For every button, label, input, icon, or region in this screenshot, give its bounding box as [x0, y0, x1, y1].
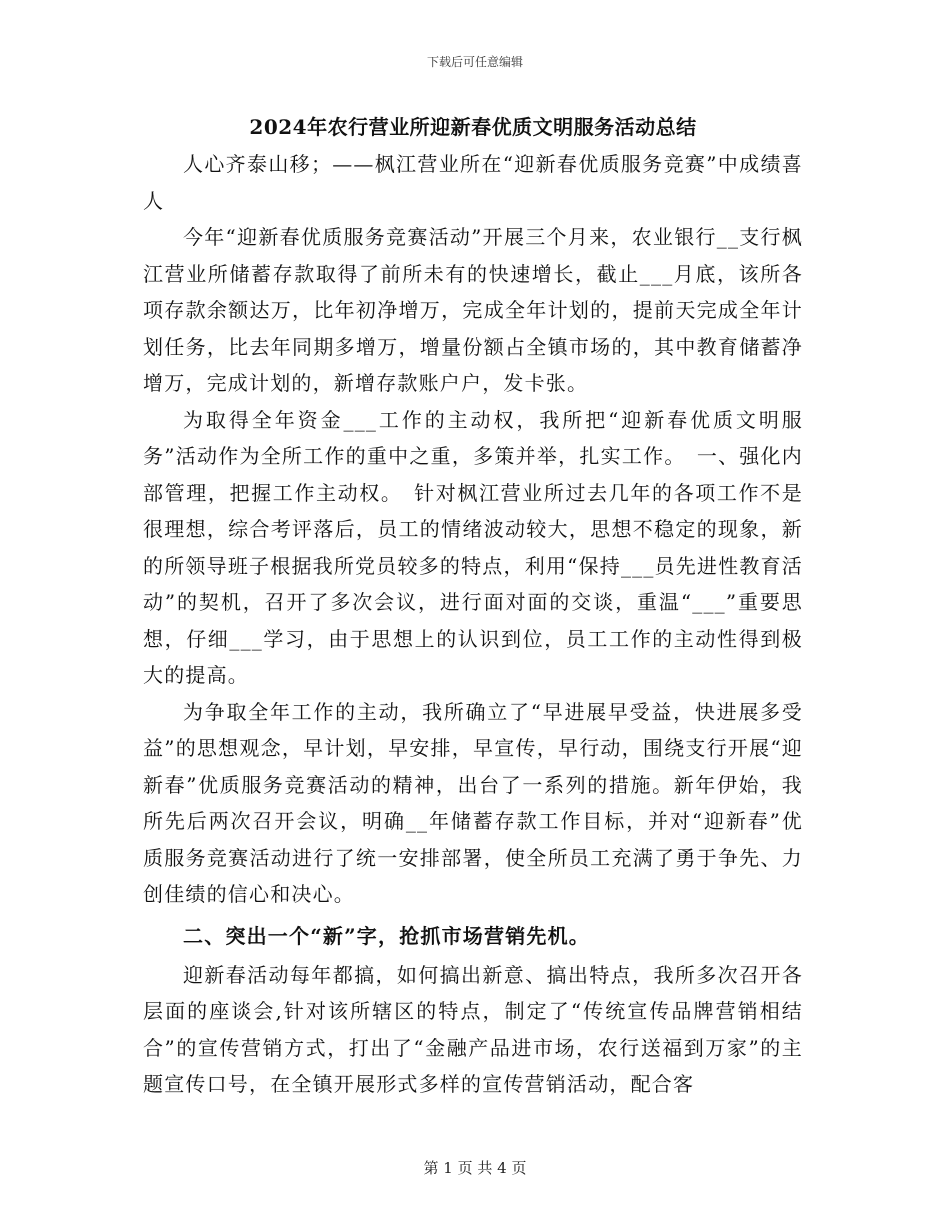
body-paragraph: 今年“迎新春优质服务竞赛活动”开展三个月来，农业银行__支行枫江营业所储蓄存款取得了前所未有的快速增长，截止___月底，该所各项存款余额达万，比年初净增万，完成全年计划的，提前天完成全年计划任务，比去年同期多增万，增量份额占全镇市场的，其中教育储蓄净增万，完成计划的，新增存款账户户，发卡张。 [143, 225, 803, 395]
section-heading: 二、突出一个“新”字，抢抓市场营销先机。 [183, 923, 591, 948]
document-title: 2024年农行营业所迎新春优质文明服务活动总结 [249, 115, 697, 139]
subtitle-paragraph: 人心齐泰山移；——枫江营业所在“迎新春优质服务竞赛”中成绩喜人 [143, 152, 803, 213]
header-note: 下载后可任意编辑 [426, 55, 523, 69]
page-number-footer: 第 1 页 共 4 页 [423, 1159, 527, 1177]
document-body [143, 110, 803, 1103]
body-paragraph: 为争取全年工作的主动，我所确立了“早进展早受益，快进展多受益”的思想观念，早计划，早安排，早宣传，早行动，围绕支行开展“迎新春”优质服务竞赛活动的精神，出台了一系列的措施。新年伊始，我所先后两次召开会议，明确__年储蓄存款工作目标，并对“迎新春”优质服务竞赛活动进行了统一安排部署，使全所员工充满了勇于争先、力创佳绩的信心和决心。 [143, 699, 803, 906]
body-paragraph: 迎新春活动每年都搞，如何搞出新意、搞出特点，我所多次召开各层面的座谈会,针对该所辖区的特点，制定了“传统宣传品牌营销相结合”的宣传营销方式，打出了“金融产品进市场，农行送福到万家”的主题宣传口号，在全镇开展形式多样的宣传营销活动，配合客 [143, 962, 803, 1096]
body-paragraph: 为取得全年资金___工作的主动权，我所把“迎新春优质文明服务”活动作为全所工作的重中之重，多策并举，扎实工作。 一、强化内部管理，把握工作主动权。 针对枫江营业所过去几年的各项工作不是很理想，综合考评落后，员工的情绪波动较大，思想不稳定的现象，新的所领导班子根据我所党员较多的特点，利用“保持___员先进性教育活动”的契机，召开了多次会议，进行面对面的交谈，重温“___”重要思想，仔细___学习，由于思想上的认识到位，员工工作的主动性得到极大的提高。 [143, 407, 803, 687]
